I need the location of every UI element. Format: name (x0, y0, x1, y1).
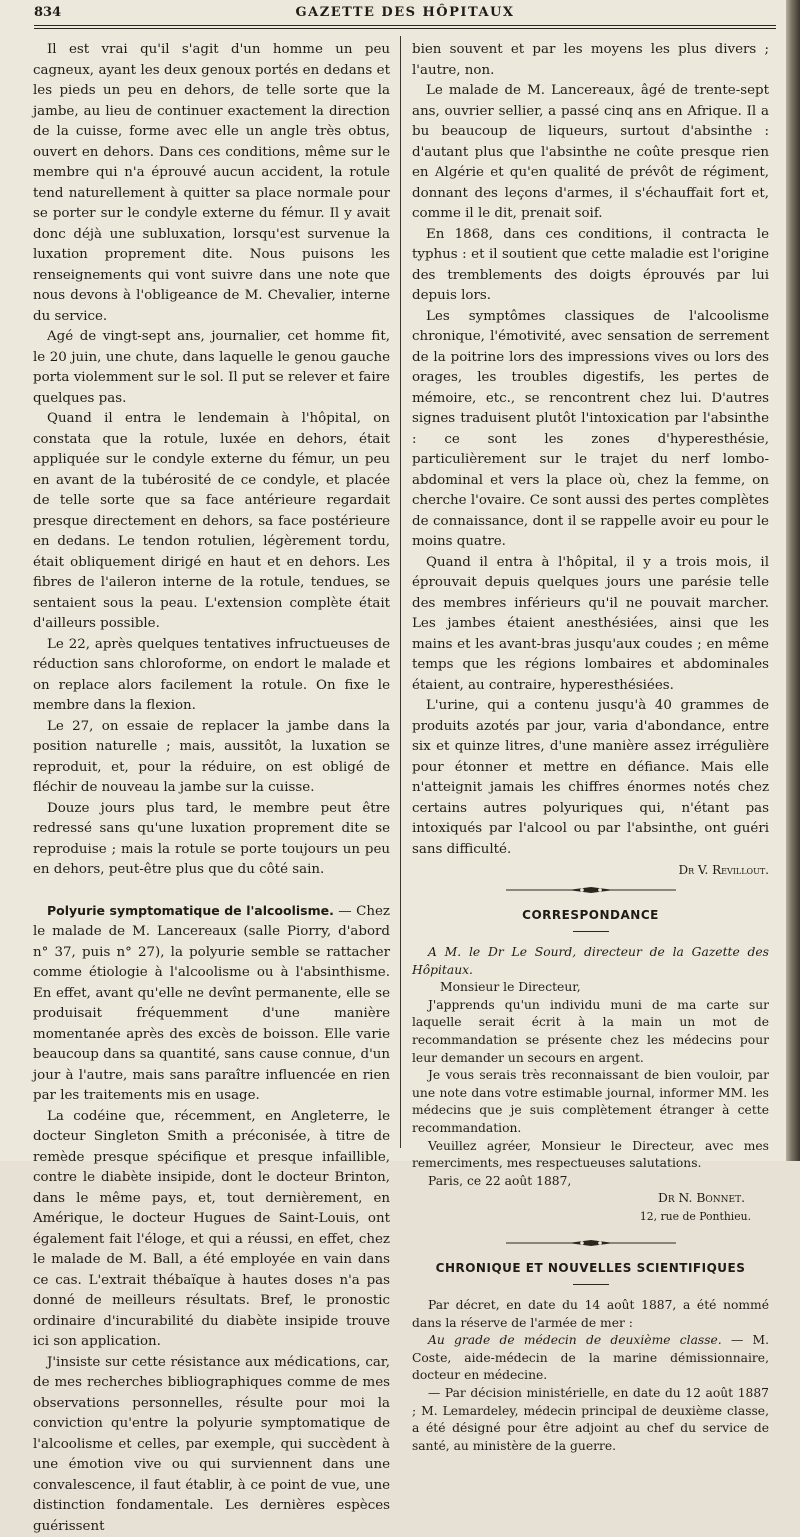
paragraph: Il est vrai qu'il s'agit d'un homme un peu cagneux, ayant les deux genoux portés en dedans et les pieds un peu en dehors, de telle sorte que la jambe, au lieu de continuer exactement la direction de la cuisse, forme avec elle un angle très obtus, ouvert en dehors. Dans ces conditions, même sur le membre qui n'a éprouvé aucun accident, la rotule tend naturellement à quitter sa place normale pour se porter sur le condyle externe du fémur. Il y avait donc déjà une subluxation, lorsqu'est survenue la luxation proprement dite. Nous puisons les renseignements qui vont suivre dans une note que nous devons à l'obligeance de M. Chevalier, interne du service. (33, 40, 390, 327)
chronique-body (412, 1297, 769, 1455)
signature (412, 860, 769, 881)
right-column (412, 40, 769, 1455)
ornament-divider (506, 885, 676, 895)
page-header (34, 5, 776, 23)
paragraph: Quand il entra à l'hôpital, il y a trois mois, il éprouvait depuis quelques jours une parésie telle des membres inférieurs qu'il ne pouvait marcher. Les jambes étaient anesthésiées, ainsi que les mains et les avant-bras jusqu'aux coudes ; en même temps que les régions lombaires et abdominales étaient, au contraire, hyperesthésiées. (412, 553, 769, 697)
paragraph: L'urine, qui a contenu jusqu'à 40 grammes de produits azotés par jour, varia d'abondance, entre six et quinze litres, d'une manière assez irrégulière pour étonner et mettre en défiance. Mais elle n'atteignit jamais les chiffres énormes notés chez certains autres polyuriques qui, n'étant pas intoxiqués par l'alcool ou par l'absinthe, ont guéri sans difficulté. (412, 696, 769, 860)
letter-signature (412, 1190, 769, 1208)
correspondance-title: CORRESPONDANCE (412, 905, 769, 926)
paragraph: bien souvent et par les moyens les plus divers ; l'autre, non. (412, 40, 769, 81)
column-divider (400, 36, 401, 1148)
paragraph: Quand il entra le lendemain à l'hôpital, on constata que la rotule, luxée en dehors, était appliquée sur le condyle externe du fémur, un peu en avant de la tubérosité de ce condyle, et placée de telle sorte que sa face antérieure regardait presque directement en dehors, sa face postérieure en dedans. Le tendon rotulien, légèrement tordu, était obliquement dirigé en haut et en dehors. Les fibres de l'aileron interne de la rotule, tendues, se sentaient sous la peau. L'extension complète était d'ailleurs possible. (33, 409, 390, 635)
header-rule (34, 28, 776, 29)
letter-paragraph: Veuillez agréer, Monsieur le Directeur, avec mes remerciments, mes respectueuses salutations. (412, 1138, 769, 1173)
paragraph: J'insiste sur cette résistance aux médications, car, de mes recherches bibliographiques comme de mes observations personnelles, résulte pour moi la conviction qu'entre la polyurie symptomatique de l'alcoolisme et celles, par exemple, qui succèdent à une émotion vive ou qui surviennent dans une convalescence, il faut établir, à ce point de vue, une distinction fondamentale. Les dernières espèces guérissent (33, 1353, 390, 1537)
page-number: 834 (34, 5, 61, 20)
paragraph: En 1868, dans ces conditions, il contracta le typhus : et il soutient que cette maladie est l'origine des tremblements des doigts éprouvés par lui depuis lors. (412, 225, 769, 307)
author-signature: Dr V. Revillout. (678, 863, 769, 877)
letter-paragraph: Je vous serais très reconnaissant de bien vouloir, par une note dans votre estimable journal, informer MM. les médecins que je suis complètement étranger à cette recommandation. (412, 1067, 769, 1137)
left-column (33, 40, 390, 1537)
chronique-title: CHRONIQUE ET NOUVELLES SCIENTIFIQUES (412, 1258, 769, 1279)
paragraph: Le 22, après quelques tentatives infructueuses de réduction sans chloroforme, on endort le malade et on replace alors facilement la rotule. On fixe le membre dans la flexion. (33, 635, 390, 717)
news-paragraph (412, 1332, 769, 1385)
book-edge (786, 0, 800, 1161)
paragraph: Agé de vingt-sept ans, journalier, cet homme fit, le 20 juin, une chute, dans laquelle le genou gauche porta violemment sur le sol. Il put se relever et faire quelques pas. (33, 327, 390, 409)
correspondance-body (412, 944, 769, 1226)
letter-addressee: A M. le Dr Le Sourd, directeur de la Gazette des Hôpitaux. (412, 944, 769, 979)
news-text: — M. Coste, aide-médecin de la marine démissionnaire, docteur en médecine. (412, 1333, 769, 1382)
title-rule (573, 1284, 609, 1285)
title-rule (573, 931, 609, 932)
news-italic: Au grade de médecin de deuxième classe. (428, 1333, 722, 1347)
paragraph: Douze jours plus tard, le membre peut être redressé sans qu'une luxation proprement dite se reproduise ; mais la rotule se porte toujours un peu en dehors, peut-être plus que du côté sain. (33, 799, 390, 881)
paragraph: La codéine que, récemment, en Angleterre, le docteur Singleton Smith a préconisée, à titre de remède presque spécifique et presque infaillible, contre le diabète insipide, dont le docteur Brinton, dans le même pays, et, tout dernièrement, en Amérique, le docteur Hugues de Saint-Louis, ont également fait l'éloge, et qui a réussi, en effet, chez le malade de M. Ball, a été employée en vain dans ce cas. L'extrait thébaïque à hautes doses n'a pas donné de meilleurs résultats. Bref, le pronostic ordinaire d'incurabilité du diabète insipide trouve ici son application. (33, 1107, 390, 1353)
paragraph: Le 27, on essaie de replacer la jambe dans la position naturelle ; mais, aussitôt, la luxation se reproduit, et, pour la réduire, on est obligé de fléchir de nouveau la jambe sur la cuisse. (33, 717, 390, 799)
letter-paragraph: J'apprends qu'un individu muni de ma carte sur laquelle serait écrit à la main un mot de recommandation se présente chez les médecins pour leur demander un secours en argent. (412, 997, 769, 1067)
news-paragraph: Par décret, en date du 14 août 1887, a été nommé dans la réserve de l'armée de mer : (412, 1297, 769, 1332)
paragraph (33, 901, 390, 1107)
news-paragraph: — Par décision ministérielle, en date du 12 août 1887 ; M. Lemardeley, médecin principal de deuxième classe, a été désigné pour être adjoint au chef du service de santé, au ministère de la guerre. (412, 1385, 769, 1455)
ornament-divider (506, 1238, 676, 1248)
paragraph: Le malade de M. Lancereaux, âgé de trente-sept ans, ouvrier sellier, a passé cinq ans en Afrique. Il a bu beaucoup de liqueurs, surtout d'absinthe : d'autant plus que l'absinthe ne coûte presque rien en Algérie et qu'en qualité de prévôt de régiment, donnant des leçons d'armes, il s'échauffait fort et, comme il le dit, prenait soif. (412, 81, 769, 225)
letter-signature-name: Dr N. Bonnet. (658, 1191, 745, 1205)
paragraph: Les symptômes classiques de l'alcoolisme chronique, l'émotivité, avec sensation de serrement de la poitrine lors des impressions vives ou lors des orages, les troubles digestifs, les pertes de mémoire, etc., se rencontrent chez lui. D'autres signes traduisent plutôt l'intoxication par l'absinthe : ce sont les zones d'hyperesthésie, particulièrement sur le trajet du nerf lombo-abdominal et vers la place où, chez la femme, on cherche l'ovaire. Ce sont aussi des pertes complètes de connaissance, dont il se rappelle avoir eu pour le moins quatre. (412, 307, 769, 553)
letter-address: 12, rue de Ponthieu. (412, 1208, 769, 1226)
letter-date: Paris, ce 22 août 1887, (412, 1173, 769, 1191)
header-rule (34, 25, 776, 26)
section-heading: Polyurie symptomatique de l'alcoolisme. (47, 903, 334, 918)
paragraph-text: — Chez le malade de M. Lancereaux (salle Piorry, d'abord n° 37, puis n° 27), la polyurie semble se rattacher comme étiologie à l'alcoolisme ou à l'absinthisme. En effet, avant qu'elle ne devînt permanente, elle se produisait fréquemment d'une manière momentanée après des excès de boisson. Elle varie beaucoup dans sa quantité, sans cause connue, d'un jour à l'autre, mais sans paraître influencée en rien par les traitements mis en usage. (33, 904, 390, 1104)
letter-salutation: Monsieur le Directeur, (412, 979, 769, 997)
journal-title: GAZETTE DES HÔPITAUX (34, 5, 776, 20)
